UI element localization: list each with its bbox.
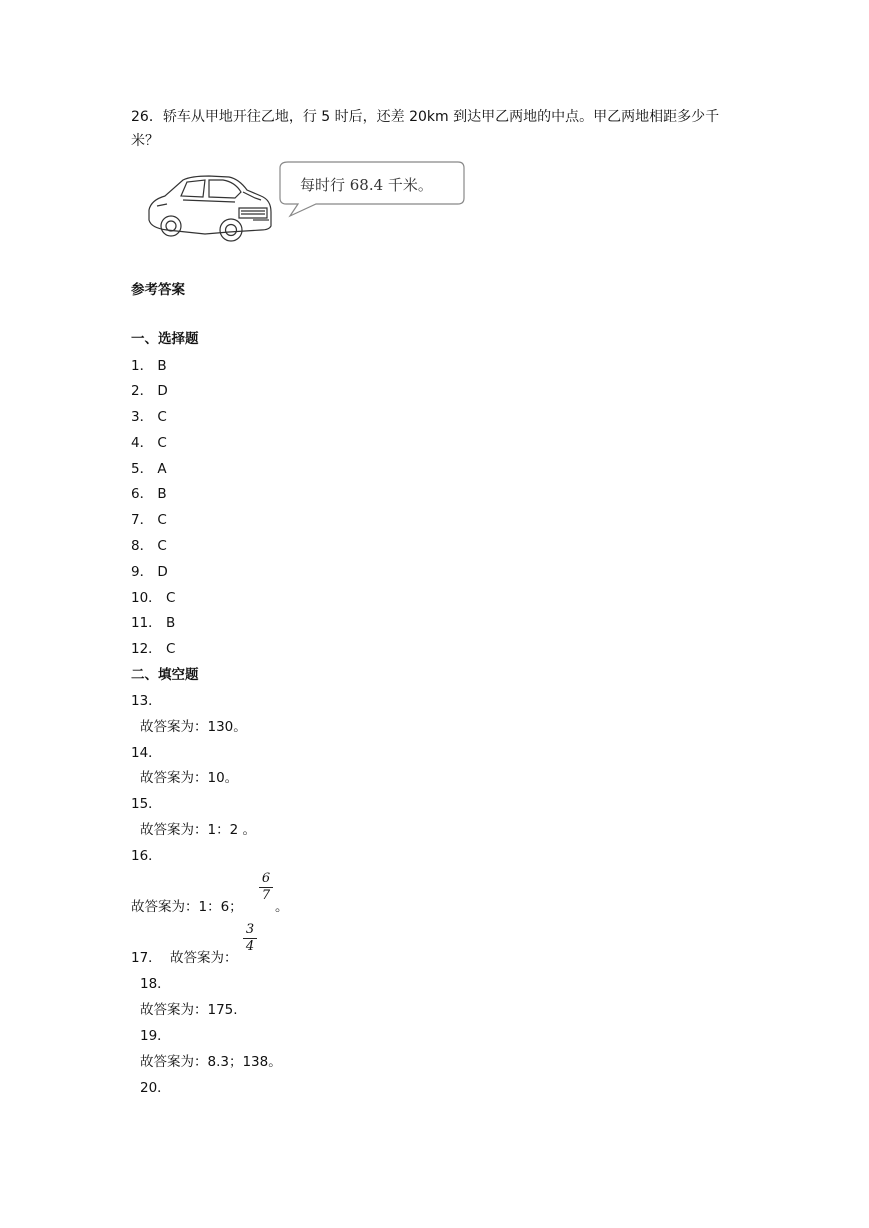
question-number: 13． [131,693,162,709]
answer-text: 故答案为： [170,950,238,966]
answer-suffix: 。 [275,899,289,915]
answer-text: 故答案为：1：2 。 [140,822,256,838]
answer-item: 10． C [131,590,176,606]
question-number: 19． [140,1028,171,1044]
fraction [243,923,257,954]
answers-heading: 参考答案 [131,282,185,298]
answer-text: 故答案为：8.3；138。 [140,1054,282,1070]
question-number: 18． [140,976,171,992]
answer-item: 5． A [131,461,167,477]
fraction-numerator: 6 [261,871,271,886]
answer-text: 故答案为：1：6； [131,899,243,915]
answer-text: 故答案为：10。 [140,770,239,786]
question-number: 17． [131,950,162,966]
answer-item: 2． D [131,383,168,399]
answer-item: 7． C [131,512,167,528]
fraction-denominator: 7 [261,888,271,903]
section-fill-heading: 二、填空题 [131,667,199,683]
answer-item: 9． D [131,564,168,580]
fraction-denominator: 4 [245,939,255,954]
answer-item: 12． C [131,641,176,657]
answer-text: 故答案为：130。 [140,719,247,735]
fraction-numerator: 3 [245,922,255,937]
answer-item: 4． C [131,435,167,451]
question-number: 15． [131,796,162,812]
answer-item: 6． B [131,486,167,502]
answer-item: 8． C [131,538,167,554]
question-number: 14． [131,745,162,761]
answer-text: 故答案为：175. [140,1002,238,1018]
car-illustration [143,170,275,246]
question-number: 16． [131,848,162,864]
question-26-text: 26．轿车从甲地开往乙地，行 5 时后，还差 20km 到达甲乙两地的中点。甲乙两地相距多少千米？ [131,109,720,149]
bubble-text: 每时行 68.4 千米。 [300,176,433,194]
answer-item: 1． B [131,358,167,374]
section-choice-heading: 一、选择题 [131,331,199,347]
question-number: 20． [140,1080,171,1096]
fraction [259,872,273,903]
answer-item: 11． B [131,615,176,631]
answer-item: 3． C [131,409,167,425]
